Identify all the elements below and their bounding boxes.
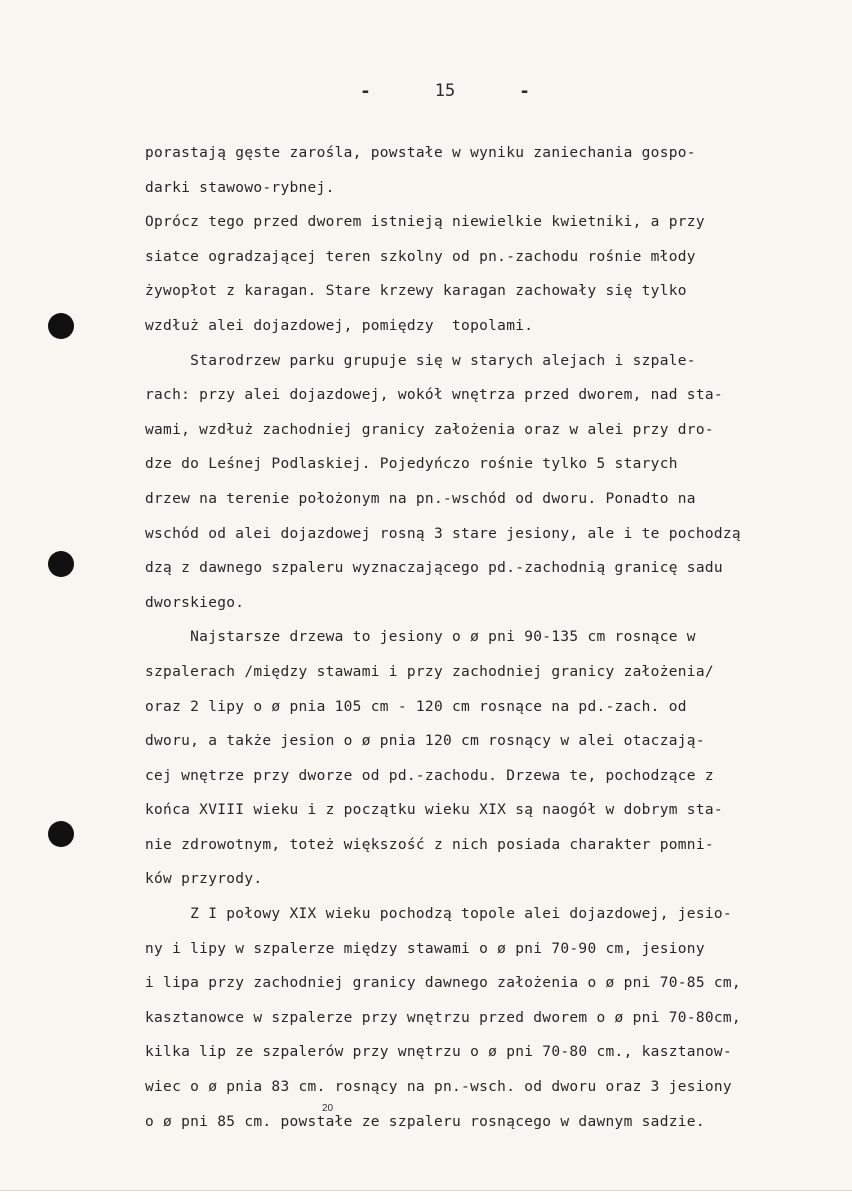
text-line: porastają gęste zarośla, powstałe w wyniku zaniechania gospo-	[145, 145, 696, 161]
header-right-dash: -	[519, 80, 530, 102]
text-line: kilka lip ze szpalerów przy wnętrzu o ø pni 70-80 cm., kasztanow-	[145, 1044, 732, 1061]
text-line: drzew na terenie położonym na pn.-wschód od dworu. Ponadto na	[145, 490, 696, 507]
text-line: Z I połowy XIX wieku pochodzą topole alei dojazdowej, jesio-	[145, 906, 732, 923]
text-line: kasztanowce w szpalerze przy wnętrzu przed dworem o ø pni 70-80cm,	[145, 1009, 741, 1026]
punch-hole	[48, 821, 74, 847]
text-line: dworskiego.	[145, 594, 245, 611]
text-line: żywopłot z karagan. Stare krzewy karagan zachowały się tylko	[145, 283, 687, 300]
page-number: 15	[434, 81, 456, 101]
text-line: cej wnętrze przy dworze od pd.-zachodu. Drzewa te, pochodzące z	[145, 767, 714, 784]
header-left-dash: -	[360, 80, 371, 102]
text-line: nie zdrowotnym, toteż większość z nich posiada charakter pomni-	[145, 836, 714, 853]
text-line: szpalerach /między stawami i przy zachodniej granicy założenia/	[145, 663, 714, 680]
text-line: ków przyrody.	[145, 871, 263, 888]
text-line: wschód od alei dojazdowej rosną 3 stare jesiony, ale i te pochodzą	[145, 525, 741, 542]
text-line: dze do Leśnej Podlaskiej. Pojedyńczo rośnie tylko 5 starych	[145, 456, 678, 473]
text-line: dworu, a także jesion o ø pnia 120 cm rosnący w alei otaczają-	[145, 733, 705, 750]
text-line: Starodrzew parku grupuje się w starych alejach i szpale-	[145, 352, 696, 369]
page-number-header	[360, 78, 530, 104]
text-line: siatce ogradzającej teren szkolny od pn.-zachodu rośnie młody	[145, 248, 696, 265]
text-line: wami, wzdłuż zachodniej granicy założenia oraz w alei przy dro-	[145, 421, 714, 438]
punch-hole	[48, 313, 74, 339]
text-line: dzą z dawnego szpaleru wyznaczającego pd.-zachodnią granicę sadu	[145, 560, 723, 577]
typewritten-body	[145, 136, 835, 1139]
text-line: ny i lipy w szpalerze między stawami o ø pni 70-90 cm, jesiony	[145, 940, 705, 957]
text-line: i lipa przy zachodniej granicy dawnego założenia o ø pni 70-85 cm,	[145, 975, 741, 992]
text-line: wiec o ø pnia 83 cm. rosnący na pn.-wsch. od dworu oraz 3 jesiony	[145, 1079, 732, 1096]
punch-hole	[48, 551, 74, 577]
text-line: oraz 2 lipy o ø pnia 105 cm - 120 cm rosnące na pd.-zach. od	[145, 698, 687, 715]
handwritten-margin-note: 20	[322, 1103, 334, 1114]
page-bottom-edge	[0, 1190, 852, 1199]
text-line: rach: przy alei dojazdowej, wokół wnętrza przed dworem, nad sta-	[145, 387, 723, 404]
text-line: wzdłuż alei dojazdowej, pomiędzy topolami.	[145, 317, 534, 334]
text-line: darki stawowo-rybnej.	[145, 179, 335, 196]
text-line: Oprócz tego przed dworem istnieją niewielkie kwietniki, a przy	[145, 214, 705, 231]
text-line: końca XVIII wieku i z początku wieku XIX są naogół w dobrym sta-	[145, 802, 723, 819]
text-line: Najstarsze drzewa to jesiony o ø pni 90-135 cm rosnące w	[145, 629, 696, 646]
text-line: o ø pni 85 cm. powstałe ze szpaleru rosnącego w dawnym sadzie.	[145, 1113, 705, 1130]
